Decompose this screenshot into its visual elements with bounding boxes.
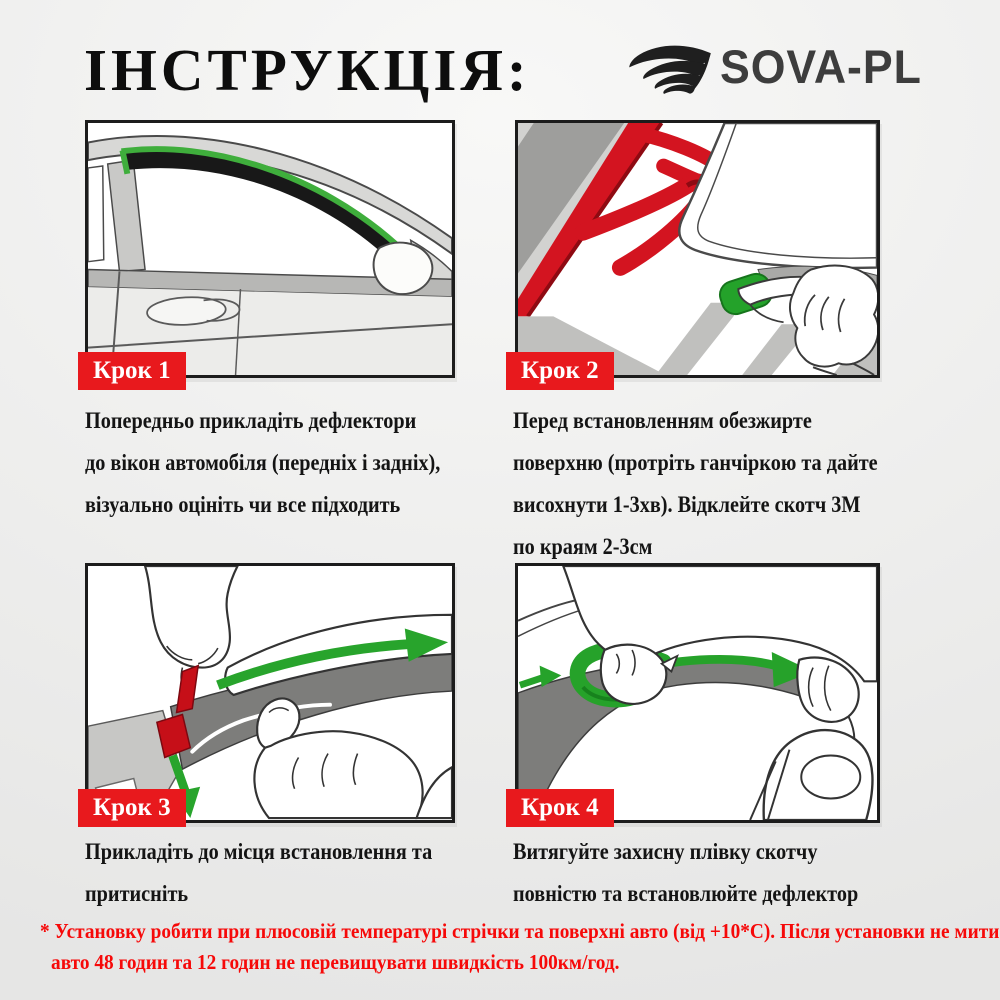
press-deflector-illustration xyxy=(88,566,452,820)
step-4-illustration-panel xyxy=(515,563,880,823)
step-1-badge: Крок 1 xyxy=(78,352,186,390)
step-3-line-1: Прикладіть до місця встановлення та xyxy=(85,839,433,864)
step-1-description xyxy=(85,400,440,526)
step-2-line-1: Перед встановленням обезжирте xyxy=(513,408,812,433)
installation-note xyxy=(40,916,999,978)
step-2-description xyxy=(513,400,878,568)
step-1-illustration-panel xyxy=(85,120,455,378)
pull-film-illustration xyxy=(518,566,877,820)
step-2-line-3: висохнути 1-3хв). Відклейте скотч 3М xyxy=(513,492,861,517)
note-line-1: * Установку робити при плюсовій температурі стрічки та поверхні авто (від +10*С). Після установки не мити xyxy=(40,919,1000,943)
brand-logo xyxy=(628,26,932,106)
step-2-line-4: по краям 2-3см xyxy=(513,534,653,559)
step-1-line-3: візуально оцініть чи все підходить xyxy=(85,492,401,517)
step-4-description xyxy=(513,831,858,915)
step-4-line-1: Витягуйте захисну плівку скотчу xyxy=(513,839,818,864)
step-3-line-2: притисніть xyxy=(85,881,189,906)
step-3-description xyxy=(85,831,432,915)
step-1-line-1: Попередньо прикладіть дефлектори xyxy=(85,408,417,433)
wing-icon xyxy=(628,32,712,106)
side-mirror xyxy=(374,243,433,294)
page-title: ІНСТРУКЦІЯ: xyxy=(84,37,531,103)
step-2-line-2: поверхню (протріть ганчіркою та дайте xyxy=(513,450,878,475)
peel-tape-degrease-illustration xyxy=(518,123,877,375)
step-1-line-2: до вікон автомобіля (передніх і задніх), xyxy=(85,450,441,475)
car-door-deflector-illustration xyxy=(88,123,452,375)
step-4-line-2: повністю та встановлюйте дефлектор xyxy=(513,881,859,906)
step-3-illustration-panel xyxy=(85,563,455,823)
step-4-badge: Крок 4 xyxy=(506,789,614,827)
brand-name: SOVA-PL xyxy=(720,39,922,93)
step-3-badge: Крок 3 xyxy=(78,789,186,827)
step-2-illustration-panel xyxy=(515,120,880,378)
step-2-badge: Крок 2 xyxy=(506,352,614,390)
note-line-2: авто 48 годин та 12 годин не перевищувати швидкість 100км/год. xyxy=(51,950,620,974)
